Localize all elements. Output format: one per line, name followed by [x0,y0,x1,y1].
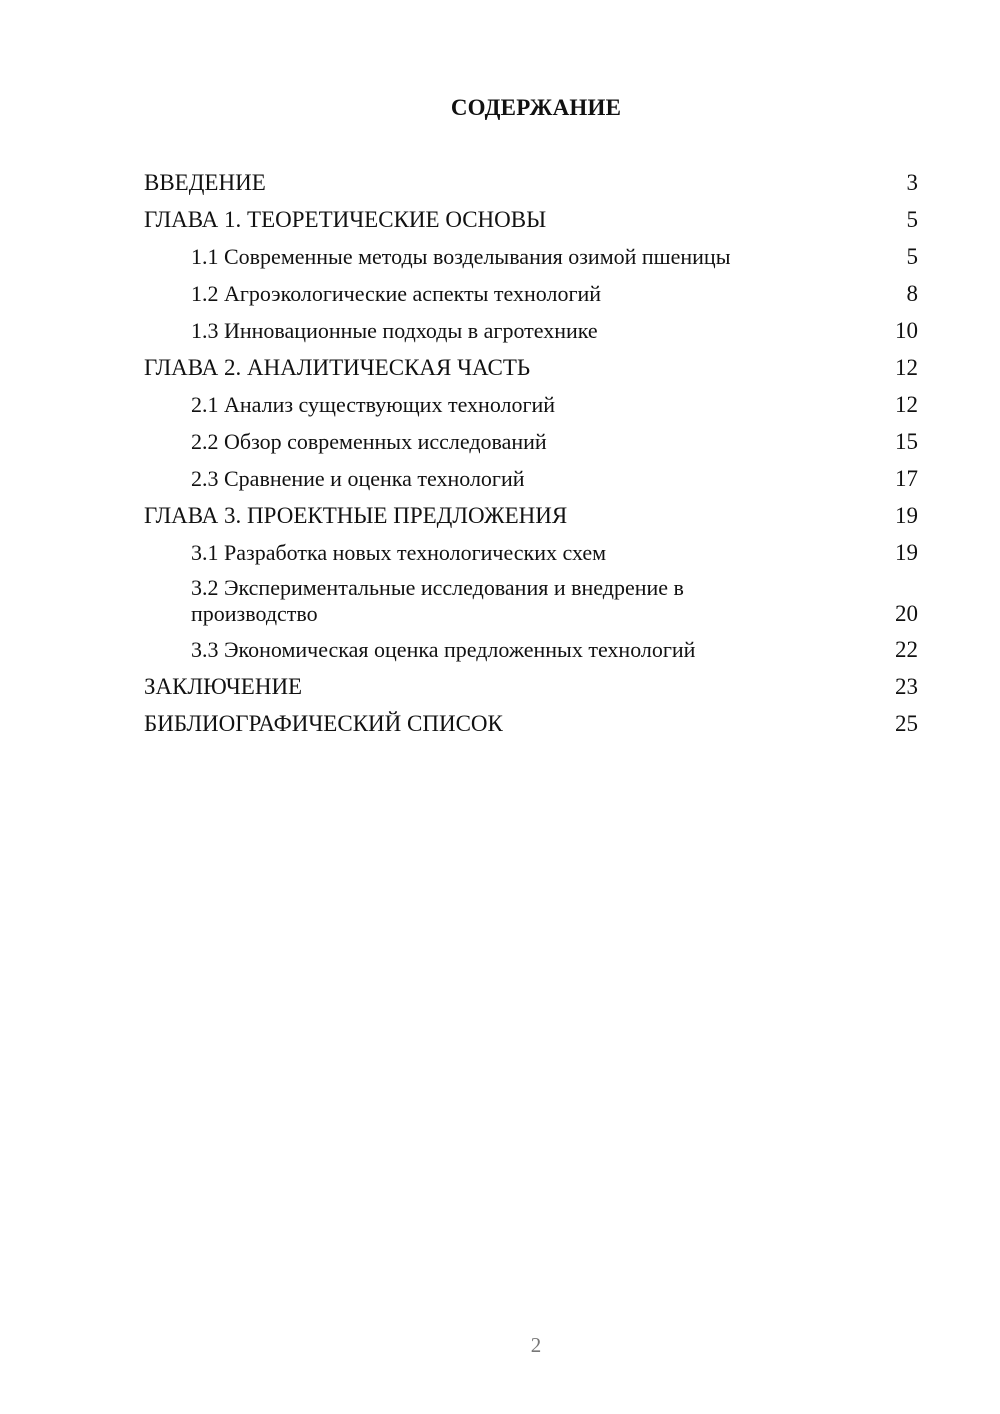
toc-entry-section-1-1[interactable] [144,242,918,272]
page-number: 2 [530,1333,542,1357]
toc-entry-page: 19 [895,540,918,565]
toc-entry-section-1-2[interactable] [144,279,918,309]
toc-entry-page: 10 [895,318,918,343]
toc-entry-page: 5 [906,244,918,269]
toc-entry-page: 12 [895,355,918,380]
toc-entry-title: ГЛАВА 1. ТЕОРЕТИЧЕСКИЕ ОСНОВЫ [144,207,547,232]
toc-entry-section-2-3[interactable] [144,464,918,494]
toc-entry-title: ГЛАВА 2. АНАЛИТИЧЕСКАЯ ЧАСТЬ [144,355,531,380]
toc-entry-title: БИБЛИОГРАФИЧЕСКИЙ СПИСОК [144,711,503,736]
toc-entry-title: 1.1 Современные методы возделывания озимой пшеницы [191,244,731,269]
toc-entry-title: 3.1 Разработка новых технологических схем [191,540,607,565]
toc-entry-page: 15 [895,429,918,454]
toc-entry-title: 3.3 Экономическая оценка предложенных технологий [191,637,696,662]
toc-entry-title: ГЛАВА 3. ПРОЕКТНЫЕ ПРЕДЛОЖЕНИЯ [144,503,568,528]
toc-entry-title: 1.2 Агроэкологические аспекты технологий [191,281,602,306]
toc-entry-chapter-3[interactable] [144,501,918,531]
toc-entry-page: 8 [906,281,918,306]
toc-entry-bibliography[interactable] [144,709,918,739]
toc-entry-conclusion[interactable] [144,672,918,702]
toc-entry-page: 17 [895,466,918,491]
table-of-contents [144,168,918,746]
toc-entry-title: 2.1 Анализ существующих технологий [191,392,556,417]
toc-entry-title: ЗАКЛЮЧЕНИЕ [144,674,303,699]
toc-entry-page: 23 [895,674,918,699]
toc-entry-title: ВВЕДЕНИЕ [144,170,266,195]
toc-entry-section-3-1[interactable] [144,538,918,568]
toc-entry-introduction[interactable] [144,168,918,198]
toc-entry-chapter-2[interactable] [144,353,918,383]
toc-entry-title: 2.2 Обзор современных исследований [191,429,547,454]
toc-entry-title: 3.2 Экспериментальные исследования и внедрение в производство [191,575,684,626]
toc-entry-title: 1.3 Инновационные подходы в агротехнике [191,318,598,343]
toc-entry-page: 25 [895,711,918,736]
toc-entry-page: 22 [895,637,918,662]
toc-entry-page: 5 [906,207,918,232]
toc-entry-section-3-2[interactable] [144,575,918,627]
toc-entry-page: 19 [895,503,918,528]
toc-entry-section-3-3[interactable] [144,635,918,665]
toc-entry-page: 3 [906,170,918,195]
toc-entry-section-1-3[interactable] [144,316,918,346]
toc-entry-page: 20 [895,601,918,626]
toc-entry-chapter-1[interactable] [144,205,918,235]
toc-entry-section-2-2[interactable] [144,427,918,457]
toc-entry-page: 12 [895,392,918,417]
toc-entry-title: 2.3 Сравнение и оценка технологий [191,466,525,491]
toc-entry-section-2-1[interactable] [144,390,918,420]
toc-heading: СОДЕРЖАНИЕ [450,95,622,120]
